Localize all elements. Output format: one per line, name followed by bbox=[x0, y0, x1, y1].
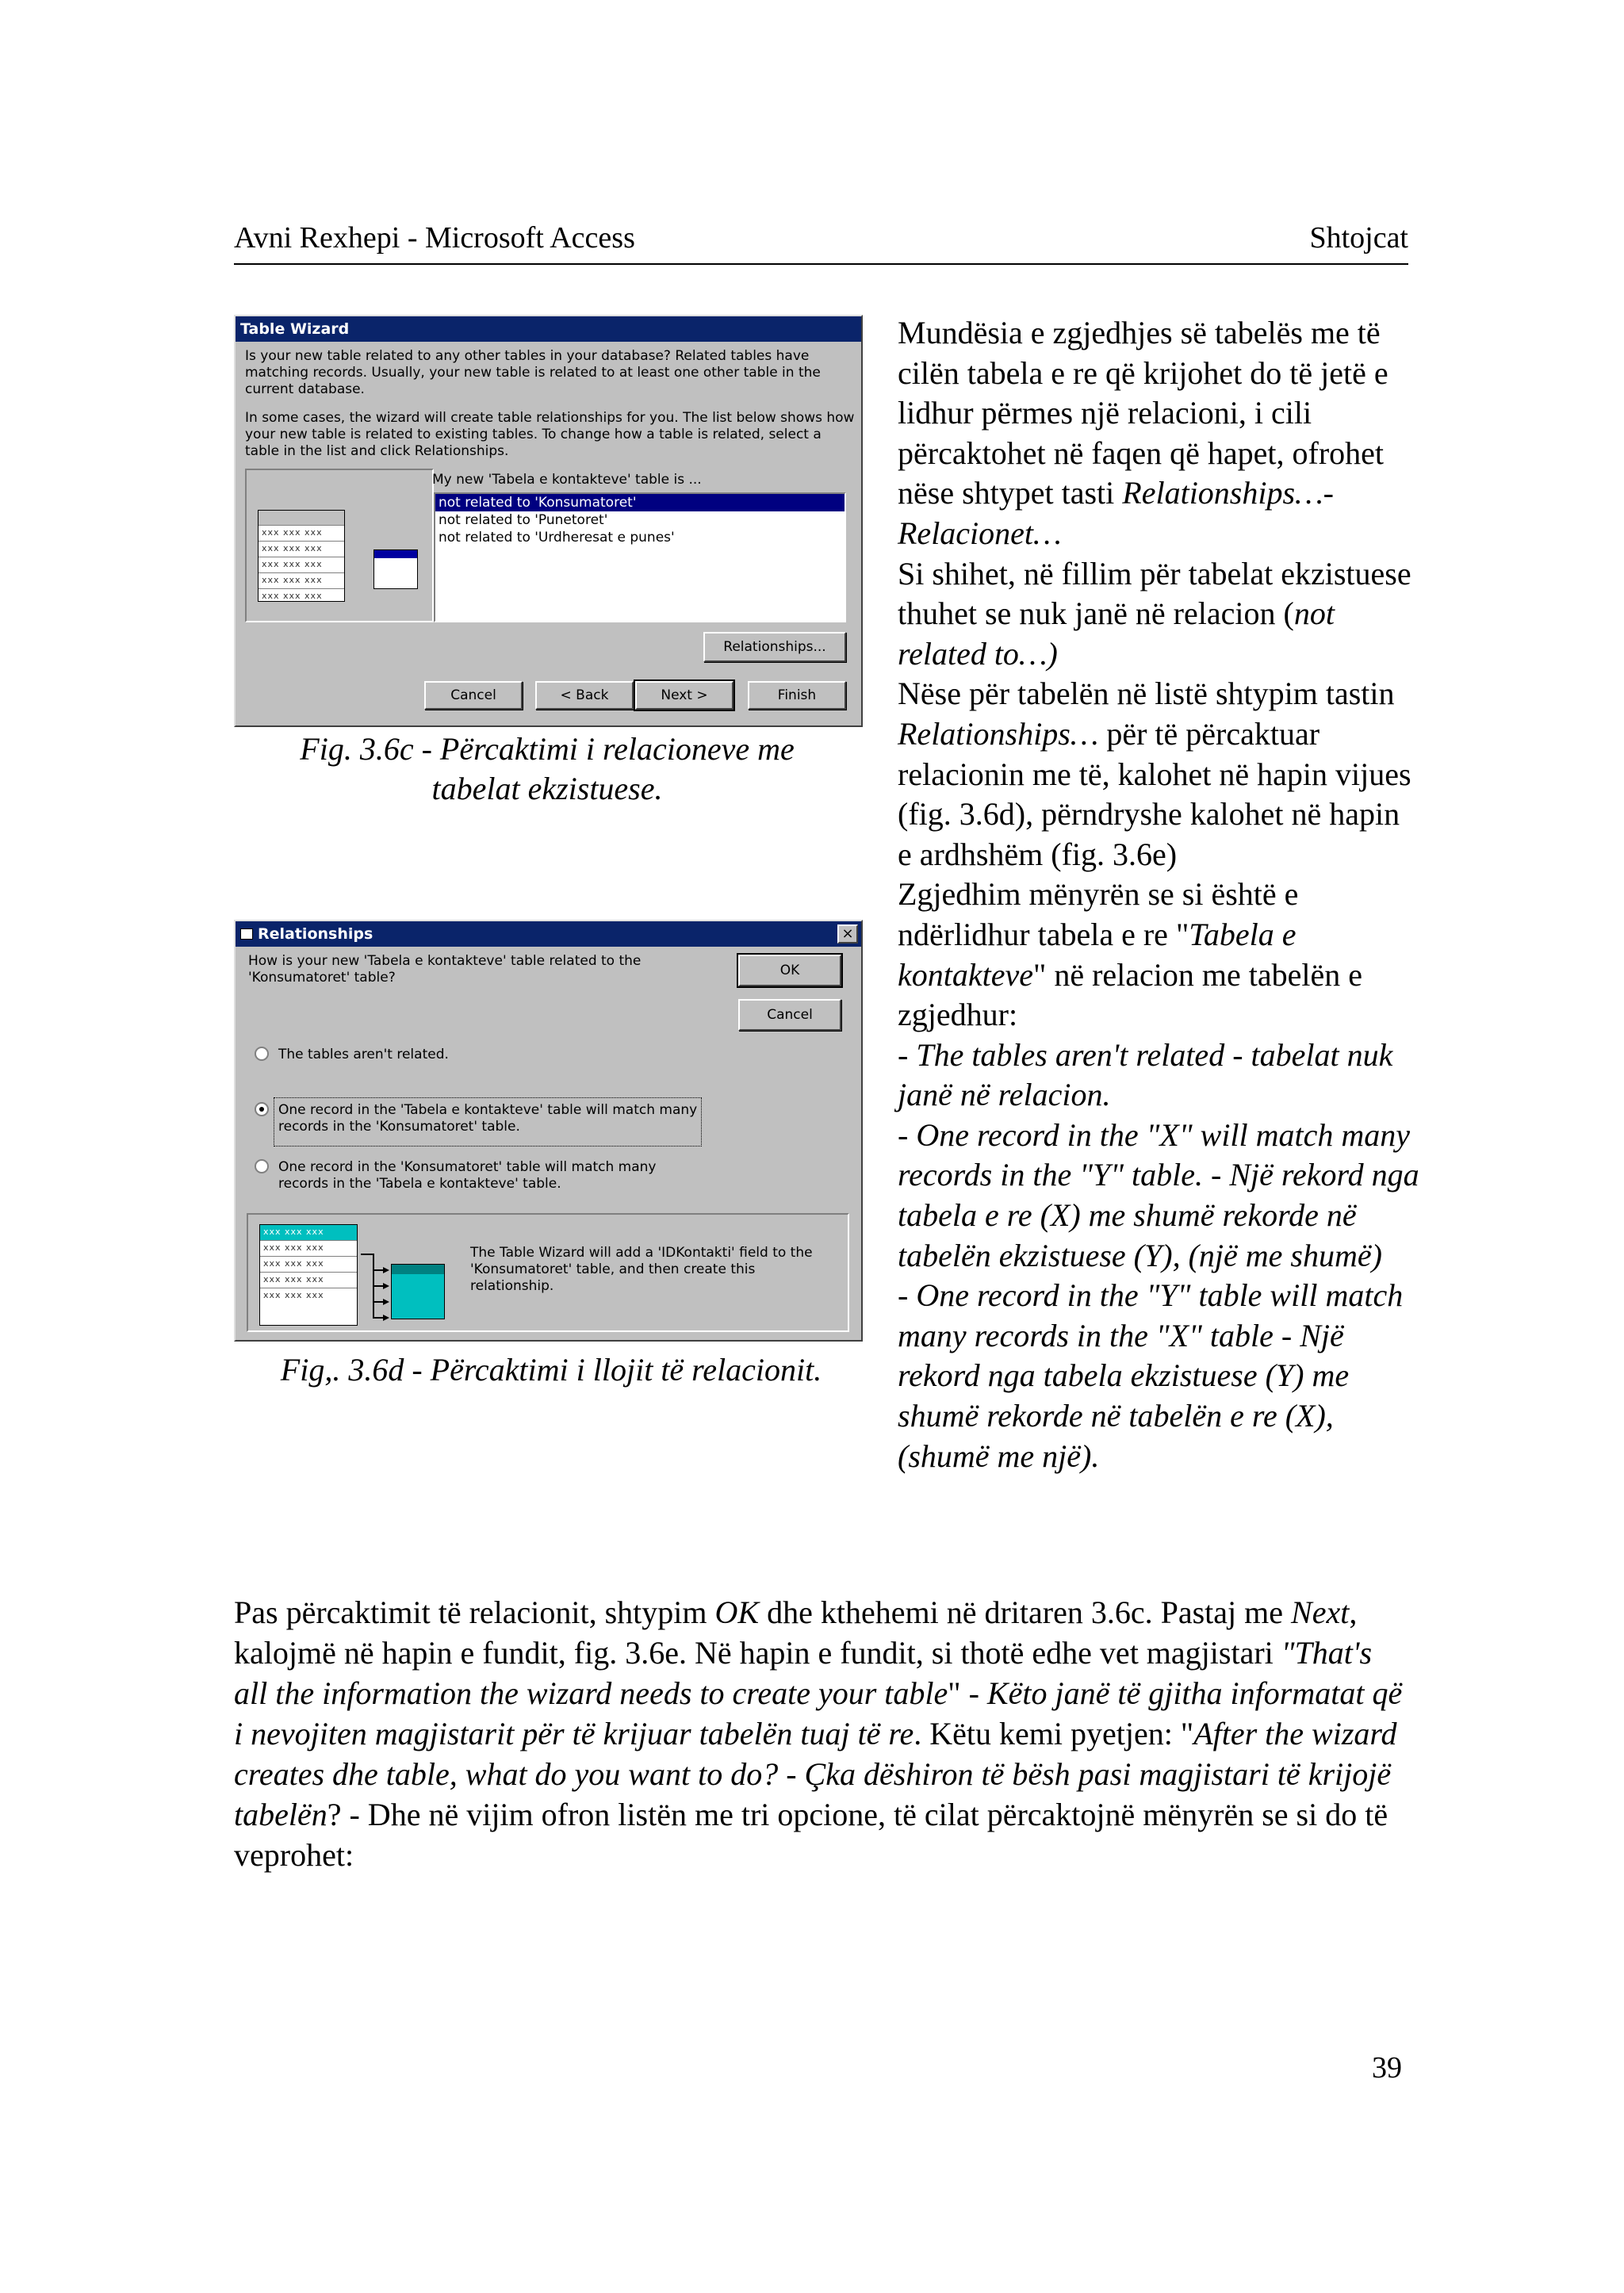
relationships-button[interactable]: Relationships... bbox=[703, 632, 846, 662]
wizard-illustration-panel bbox=[245, 469, 434, 622]
ok-button[interactable]: OK bbox=[738, 955, 841, 986]
related-tables-list[interactable] bbox=[434, 492, 846, 622]
relationships-title: Relationships bbox=[258, 925, 373, 943]
running-header-author: Avni Rexhepi - Microsoft Access bbox=[234, 221, 635, 255]
page-number: 39 bbox=[1372, 2051, 1402, 2084]
relationships-window-icon bbox=[240, 928, 253, 940]
new-table-icon: xxx xxx xxx xxx xxx xxx xxx xxx xxx xxx xxx xxx xxx xxx xxx bbox=[259, 1224, 358, 1326]
relationships-question: How is your new 'Tabela e kontakteve' table related to the 'Konsumatoret' table? bbox=[248, 953, 642, 986]
list-item-konsumatoret[interactable]: not related to 'Konsumatoret' bbox=[435, 494, 845, 511]
wizard-intro-text: Is your new table related to any other tables in your database? Related tables have matching records. Usually, your new table is related to at least one other table in the current database. bbox=[245, 348, 821, 397]
figure-caption-3-6d: Fig,. 3.6d - Përcaktimi i llojit të relacionit. bbox=[280, 1352, 822, 1388]
relationships-info-text: The Table Wizard will add a 'IDKontakti' field to the 'Konsumatoret' table, and then create this relationship. bbox=[470, 1245, 813, 1294]
radio-one-to-many[interactable] bbox=[255, 1102, 269, 1116]
existing-table-icon bbox=[391, 1264, 445, 1319]
list-item-punetoret[interactable]: not related to 'Punetoret' bbox=[439, 512, 608, 528]
cancel-button[interactable]: Cancel bbox=[738, 999, 841, 1031]
option-explanation-2: - One record in the "X" will match many records in the "Y" table. - Një rekord nga tabela e re (X) me shumë rekorde në tabelën ekzistuese (Y), (një me shumë) bbox=[898, 1116, 1419, 1273]
figure-caption-3-6c: Fig. 3.6c - Përcaktimi i relacioneve me tabelat ekzistuese. bbox=[300, 731, 795, 806]
next-button[interactable]: Next > bbox=[635, 681, 733, 710]
back-button[interactable]: < Back bbox=[535, 681, 634, 710]
option-explanation-3: - One record in the "Y" table will match many records in the "X" table - Një rekord nga tabela ekzistuese (Y) me shumë rekorde në tabelën e re (X), (shumë me një). bbox=[898, 1277, 1404, 1474]
wizard-list-label: My new 'Tabela e kontakteve' table is ... bbox=[432, 472, 702, 488]
paragraph-selection: Mundësia e zgjedhjes së tabelës me të cilën tabela e re që krijohet do të jetë e lidhur përmes një relacioni, i cili përcaktohet në faqen që hapet, ofrohet nëse shtypet tasti Relationships…- Relacionet… bbox=[898, 315, 1388, 551]
relationships-titlebar bbox=[236, 921, 861, 947]
wizard-explain-text: In some cases, the wizard will create table relationships for you. The list below shows how your new table is related to existing tables. To change how a table is related, select a table in the list and click Relationships. bbox=[245, 410, 855, 459]
running-header-section: Shtojcat bbox=[1309, 221, 1408, 255]
relationship-arrows-icon bbox=[359, 1246, 391, 1326]
existing-table-icon: xxx xxx xxx xxx xxx xxx xxx xxx xxx xxx xxx xxx xxx xxx xxx bbox=[258, 510, 345, 602]
paragraph-not-related: Si shihet, në fillim për tabelat ekzistuese thuhet se nuk janë në relacion (not related to…) bbox=[898, 555, 1411, 672]
cancel-button[interactable]: Cancel bbox=[424, 681, 523, 710]
wizard-titlebar: Table Wizard bbox=[236, 316, 861, 342]
option-many-to-one-label: One record in the 'Konsumatoret' table will match many records in the 'Tabela e kontakteve' table. bbox=[278, 1159, 657, 1192]
finish-button[interactable]: Finish bbox=[748, 681, 846, 710]
radio-many-to-one[interactable] bbox=[255, 1159, 269, 1173]
option-one-to-many-label: One record in the 'Tabela e kontakteve' table will match many records in the 'Konsumatoret' table. bbox=[278, 1102, 698, 1135]
paragraph-relationships-step: Nëse për tabelën në listë shtypim tastin Relationships… për të përcaktuar relacionin me të, kalohet në hapin vijues (fig. 3.6d), përndryshe kalohet në hapin e ardhshëm (fig. 3.6e) bbox=[898, 676, 1411, 872]
relationship-illustration-panel bbox=[247, 1213, 849, 1332]
header-rule bbox=[234, 263, 1408, 265]
table-wizard-dialog bbox=[234, 315, 863, 727]
option-not-related-label: The tables aren't related. bbox=[278, 1047, 449, 1062]
option-explanation-1: - The tables aren't related - tabelat nuk janë në relacion. bbox=[898, 1036, 1393, 1113]
list-item-urdheresat[interactable]: not related to 'Urdheresat e punes' bbox=[439, 530, 675, 545]
close-icon[interactable]: × bbox=[837, 924, 858, 944]
radio-not-related[interactable] bbox=[255, 1047, 269, 1061]
body-paragraph: Pas përcaktimit të relacionit, shtypim OK dhe kthehemi në dritaren 3.6c. Pastaj me Next, kalojmë në hapin e fundit, fig. 3.6e. Në hapin e fundit, si thotë edhe vet magjistari "That's all the information the wizard needs to create your table" - Këto janë të gjitha informatat që i nevojiten magjistarit për të krijuar tabelën tuaj të re. Këtu kemi pyetjen: "After the wizard creates dhe table, what do you want to do? - Çka dëshiron të bësh pasi magjistari të krijojë tabelën? - Dhe në vijim ofron listën me tri opcione, të cilat përcaktojnë mënyrën se si do të veprohet: bbox=[234, 1594, 1403, 1873]
paragraph-choose-type: Zgjedhim mënyrën se si është e ndërlidhur tabela e re "Tabela e kontakteve" në relacion me tabelën e zgjedhur: bbox=[898, 876, 1362, 1033]
relationships-dialog bbox=[234, 920, 863, 1342]
new-table-icon bbox=[373, 549, 418, 589]
right-column-text bbox=[898, 313, 1421, 1476]
